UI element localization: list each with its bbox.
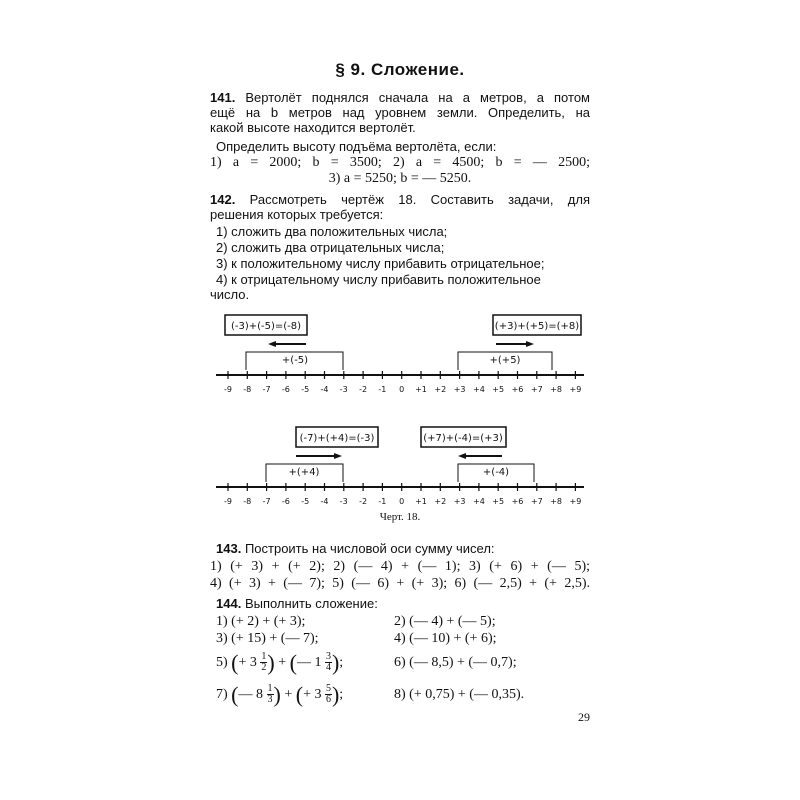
fraction (267, 684, 274, 705)
tick-label: -4 (320, 497, 329, 506)
p141-math2: 3) a = 5250; b = — 5250. (328, 171, 472, 186)
tick-label: +8 (550, 385, 562, 394)
p144-expr5-whole1: + 3 (238, 655, 257, 670)
p142-text-1: Рассмотреть чертёж 18. Составить задачи, для (249, 192, 590, 207)
equation-right-bottom: (+7)+(-4)=(+3) (423, 433, 503, 444)
tick-label: +6 (511, 385, 524, 394)
equation-right-top: (+3)+(+5)=(+8) (494, 321, 580, 332)
tick-label: +2 (434, 497, 447, 506)
p141-line2: ещё на b метров над уровнем земли. Определить, на (210, 105, 590, 120)
p142-item4: 4) к отрицательному числу прибавить положительное (216, 272, 541, 287)
axis-top (216, 371, 584, 394)
p142-item5: число. (210, 287, 250, 302)
tick-label: -9 (224, 385, 232, 394)
p144-expr1: 1) (+ 2) + (+ 3); (216, 614, 306, 629)
tick-label: -6 (281, 497, 290, 506)
tick-label: -1 (378, 497, 387, 506)
tick-label: -8 (243, 497, 252, 506)
p141-text-1: Вертолёт поднялся сначала на a метров, а потом (245, 90, 590, 105)
p141-number: 141. (210, 90, 236, 105)
arrow-head-right-top (526, 341, 534, 347)
textbook-page (210, 58, 590, 748)
numerator: 5 (325, 683, 331, 695)
denominator: 6 (325, 694, 331, 706)
label-right-bottom: +(-4) (482, 467, 510, 478)
arrow-head-left-bottom (458, 453, 466, 459)
tick-label: +9 (569, 497, 582, 506)
paren-close: ) (273, 681, 281, 707)
label-right-top: +(+5) (489, 355, 521, 366)
page-number: 29 (578, 710, 590, 724)
p143-math2: 4) (+ 3) + (— 7); 5) (— 6) + (+ 3); 6) (— 2,5) + (+ 2,5). (210, 576, 590, 591)
denominator: 4 (325, 662, 331, 674)
p144-expr4: 4) (— 10) + (+ 6); (394, 631, 497, 646)
tick-label: -5 (301, 385, 310, 394)
p142-line1 (210, 192, 590, 207)
numerator: 1 (267, 683, 273, 695)
tick-label: +6 (511, 497, 524, 506)
tick-label: -5 (301, 497, 310, 506)
denominator: 2 (261, 662, 267, 674)
paren-close: ) (331, 649, 340, 675)
plus-sign: + (284, 687, 293, 702)
tick-label: -2 (359, 497, 368, 506)
tick-label: +1 (415, 385, 427, 394)
paren-open: ( (231, 649, 239, 675)
arrow-head-left-top (268, 341, 276, 347)
p144-expr2: 2) (— 4) + (— 5); (394, 614, 496, 629)
tick-label: +7 (530, 385, 543, 394)
paren-close: ) (331, 681, 340, 707)
tick-label: +5 (492, 497, 505, 506)
p141-line1 (210, 90, 590, 105)
p144-expr7 (216, 680, 343, 710)
semicolon: ; (339, 655, 344, 670)
label-left-top: +(-5) (281, 355, 309, 366)
tick-label: -4 (320, 385, 329, 394)
tick-label: +1 (415, 497, 427, 506)
axis-bottom (216, 483, 584, 506)
denominator: 3 (267, 694, 273, 706)
p144-expr7-whole2: + 3 (303, 687, 322, 702)
p144-expr8: 8) (+ 0,75) + (— 0,35). (394, 687, 525, 702)
tick-label: 0 (399, 385, 405, 394)
p141-line3: какой высоте находится вертолёт. (210, 120, 416, 135)
equation-left-bottom: (-7)+(+4)=(-3) (299, 433, 375, 444)
p144-text: Выполнить сложение: (244, 596, 378, 611)
paren-close: ) (267, 649, 275, 675)
p144-expr6: 6) (— 8,5) + (— 0,7); (394, 655, 517, 670)
paren-open: ( (231, 681, 239, 707)
tick-label: -3 (339, 385, 348, 394)
p141-math1: 1) a = 2000; b = 3500; 2) a = 4500; b = — 2500; (210, 155, 590, 170)
tick-label: -7 (262, 385, 271, 394)
p144-expr5 (216, 648, 343, 678)
p144-line1 (216, 596, 596, 611)
p144-number: 144. (216, 596, 242, 611)
p144-expr5-whole2: — 1 (296, 655, 322, 670)
paren-open: ( (295, 681, 304, 707)
number-line-bottom (210, 422, 590, 522)
numerator: 1 (261, 651, 267, 663)
tick-label: -3 (339, 497, 348, 506)
tick-label: -2 (359, 385, 368, 394)
p142-item2: 2) сложить два отрицательных числа; (216, 240, 445, 255)
tick-label: -9 (224, 497, 232, 506)
p144-expr7-whole1: — 8 (238, 687, 263, 702)
paren-open: ( (289, 649, 297, 675)
tick-label: -6 (281, 385, 290, 394)
p144-expr5-index: 5) (216, 655, 228, 670)
fraction (325, 652, 332, 673)
p144-expr7-index: 7) (216, 687, 228, 702)
equation-left-top: (-3)+(-5)=(-8) (230, 321, 302, 332)
p143-math1: 1) (+ 3) + (+ 2); 2) (— 4) + (— 1); 3) (+ 6) + (— 5); (210, 559, 590, 574)
tick-label: +3 (453, 497, 466, 506)
tick-label: -1 (378, 385, 387, 394)
tick-label: +4 (473, 385, 485, 394)
tick-label: +8 (550, 497, 562, 506)
tick-label: +9 (569, 385, 582, 394)
tick-label: +3 (453, 385, 466, 394)
label-left-bottom: +(+4) (288, 467, 320, 478)
p141-line4: Определить высоту подъёма вертолёта, если: (216, 139, 497, 154)
tick-label: -8 (243, 385, 252, 394)
p143-number: 143. (216, 541, 242, 556)
plus-sign: + (278, 655, 287, 670)
p142-item1: 1) сложить два положительных числа; (216, 224, 448, 239)
tick-label: 0 (399, 497, 405, 506)
number-line-top (210, 310, 590, 410)
tick-label: +2 (434, 385, 447, 394)
numerator: 3 (325, 651, 331, 663)
tick-label: +7 (530, 497, 543, 506)
figure-caption: Черт. 18. (379, 511, 421, 523)
tick-label: +4 (473, 497, 485, 506)
p144-expr3: 3) (+ 15) + (— 7); (216, 631, 319, 646)
tick-label: -7 (262, 497, 271, 506)
fraction (325, 684, 332, 705)
p143-line1 (216, 541, 596, 556)
section-title: § 9. Сложение. (335, 60, 465, 79)
tick-label: +5 (492, 385, 505, 394)
arrow-head-right-bottom (334, 453, 342, 459)
p142-number: 142. (210, 192, 236, 207)
p142-item3: 3) к положительному числу прибавить отрицательное; (216, 256, 545, 271)
p142-line2: решения которых требуется: (210, 207, 384, 222)
p143-text: Построить на числовой оси сумму чисел: (244, 541, 495, 556)
semicolon: ; (339, 687, 344, 702)
